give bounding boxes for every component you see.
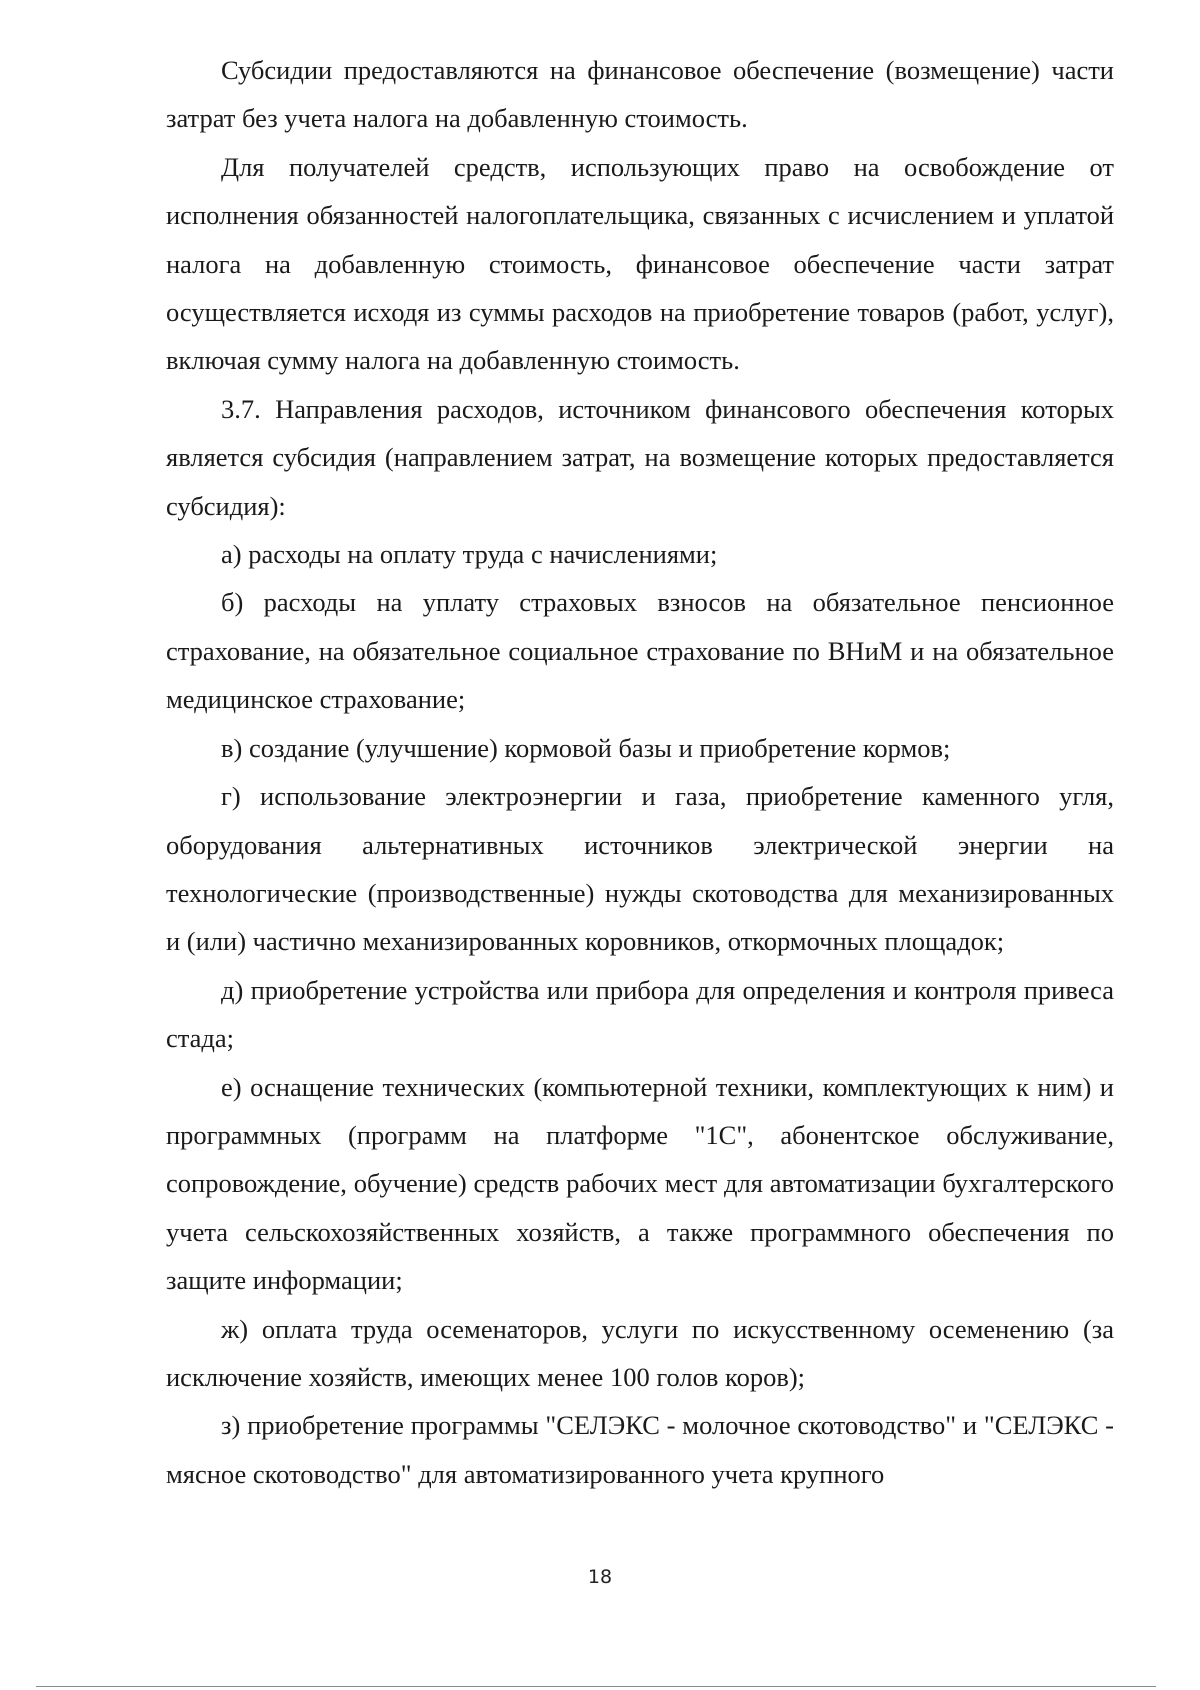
- paragraph-section-3-7: 3.7. Направления расходов, источником финансового обеспечения которых является субсидия (направлением затрат, на возмещение которых предоставляется субсидия):: [166, 393, 1114, 521]
- page-bottom-divider: [36, 1686, 1156, 1687]
- list-item-a: а) расходы на оплату труда с начислениями;: [221, 539, 718, 570]
- list-item-v: в) создание (улучшение) кормовой базы и приобретение кормов;: [221, 732, 951, 763]
- list-item-zh: ж) оплата труда осеменаторов, услуги по искусственному осеменению (за исключение хозяйств, имеющих менее 100 голов коров);: [166, 1313, 1114, 1392]
- paragraph-vat-exempt-recipients: Для получателей средств, использующих право на освобождение от исполнения обязанностей налогоплательщика, связанных с исчислением и уплатой налога на добавленную стоимость, финансовое обеспечение части затрат осуществляется исходя из суммы расходов на приобретение товаров (работ, услуг), включая сумму налога на добавленную стоимость.: [166, 151, 1114, 376]
- document-body: [166, 46, 1114, 1498]
- list-item-d: д) приобретение устройства или прибора для определения и контроля привеса стада;: [166, 974, 1114, 1054]
- list-item-z: з) приобретение программы "СЕЛЭКС - молочное скотоводство" и "СЕЛЭКС - мясное скотоводство" для автоматизированного учета крупного: [166, 1410, 1114, 1489]
- list-item-b: б) расходы на уплату страховых взносов на обязательное пенсионное страхование, на обязательное социальное страхование по ВНиМ и на обязательное медицинское страхование;: [166, 587, 1114, 715]
- list-item-g: г) использование электроэнергии и газа, приобретение каменного угля, оборудования альтернативных источников электрической энергии на технологические (производственные) нужды скотоводства для механизированных и (или) частично механизированных коровников, откормочных площадок;: [166, 781, 1114, 957]
- paragraph-subsidies-vat: Субсидии предоставляются на финансовое обеспечение (возмещение) части затрат без учета налога на добавленную стоимость.: [166, 55, 1114, 134]
- page-number: 18: [587, 1566, 613, 1588]
- list-item-e: е) оснащение технических (компьютерной техники, комплектующих к ним) и программных (программ на платформе "1С", абонентское обслуживание, сопровождение, обучение) средств рабочих мест для автоматизации бухгалтерского учета сельскохозяйственных хозяйств, а также программного обеспечения по защите информации;: [166, 1071, 1114, 1296]
